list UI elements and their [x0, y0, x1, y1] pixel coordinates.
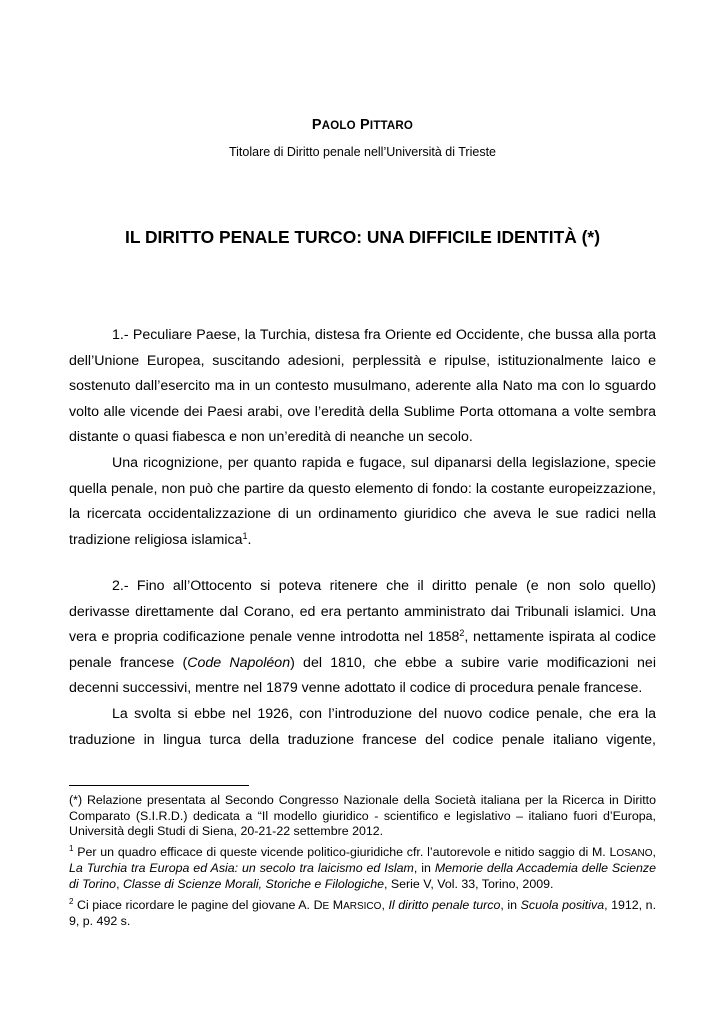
section-1 — [69, 323, 656, 553]
paragraph-1-1: 1.- Peculiare Paese, la Turchia, distesa fra Oriente ed Occidente, che bussa alla porta dell’Unione Europea, suscitando adesioni, perplessità e ripulse, istituzionalmente laico e sostenuto dall’esercito ma in un contesto musulmano, aderente alla Nato ma con lo sguardo volto alle vicende dei Paesi arabi, ove l’eredità della Sublime Porta ottomana a volte sembra distante o quasi fiabesca e non un’eredità di neanche un secolo. — [69, 327, 656, 446]
author-affiliation: Titolare di Diritto penale nell’Università di Trieste — [228, 145, 496, 159]
footnote-ref-1[interactable]: 1 — [242, 530, 248, 541]
paragraph-2-2: La svolta si ebbe nel 1926, con l’introduzione del nuovo codice penale, che era la traduzione in lingua turca della traduzione francese del codice penale italiano vigente, — [69, 705, 656, 748]
paragraph-2-1: 2.- Fino all’Ottocento si poteva ritenere che il diritto penale (e non solo quello) derivasse direttamente dal Corano, ed era pertanto amministrato dai Tribunali islamici. Una vera e propria codificazione penale venne introdotta nel 1858$^2$, nettamente ispirata al codice penale francese (Code Napoléon) del 1810, che ebbe a subire varie modificazioni nei decenni successivi, mentre nel 1879 venne adottato il codice di procedura penale francese. — [69, 578, 656, 697]
paragraph-1-2: Una ricognizione, per quanto rapida e fugace, sul dipanarsi della legislazione, specie quella penale, non può che partire da questo elemento di fondo: la costante europeizzazione, la ricercata occidentalizzazione di un ordinamento giuridico che aveva le sue radici nella tradizione religiosa islamica$^1$. — [69, 454, 656, 548]
footnote-ref-2[interactable]: 2 — [459, 628, 465, 639]
footnote-separator — [69, 785, 249, 786]
footnote-2: $^2$ Ci piace ricordare le pagine del giovane A. DE MARSICO, Il diritto penale turco, in Scuola positiva, 1912, n. 9, p. 492 s. — [69, 896, 657, 929]
author-name: PAOLO PITTARO — [311, 117, 414, 133]
footnotes — [69, 793, 656, 935]
footnote-star: (*) Relazione presentata al Secondo Congresso Nazionale della Società italiana per la Ricerca in Diritto Comparato (S.I.R.D.) dedicata a “Il modello giuridico - scientifico e legislativo – italiano fuori d’Europa, Università degli Studi di Siena, 20-21-22 settembre 2012. — [69, 793, 656, 839]
footnote-1: $^1$ Per un quadro efficace di queste vicende politico-giuridiche cfr. l’autorevole e nitido saggio di M. LOSANO, La Turchia tra Europa ed Asia: un secolo tra laicismo ed Islam, in Memorie della Accademia delle Scienze di Torino, Classe di Scienze Morali, Storiche e Filologiche, Serie V, Vol. 33, Torino, 2009. — [69, 843, 656, 891]
section-2 — [69, 574, 656, 753]
article-title: IL DIRITTO PENALE TURCO: UNA DIFFICILE IDENTITÀ (*) — [124, 227, 600, 247]
